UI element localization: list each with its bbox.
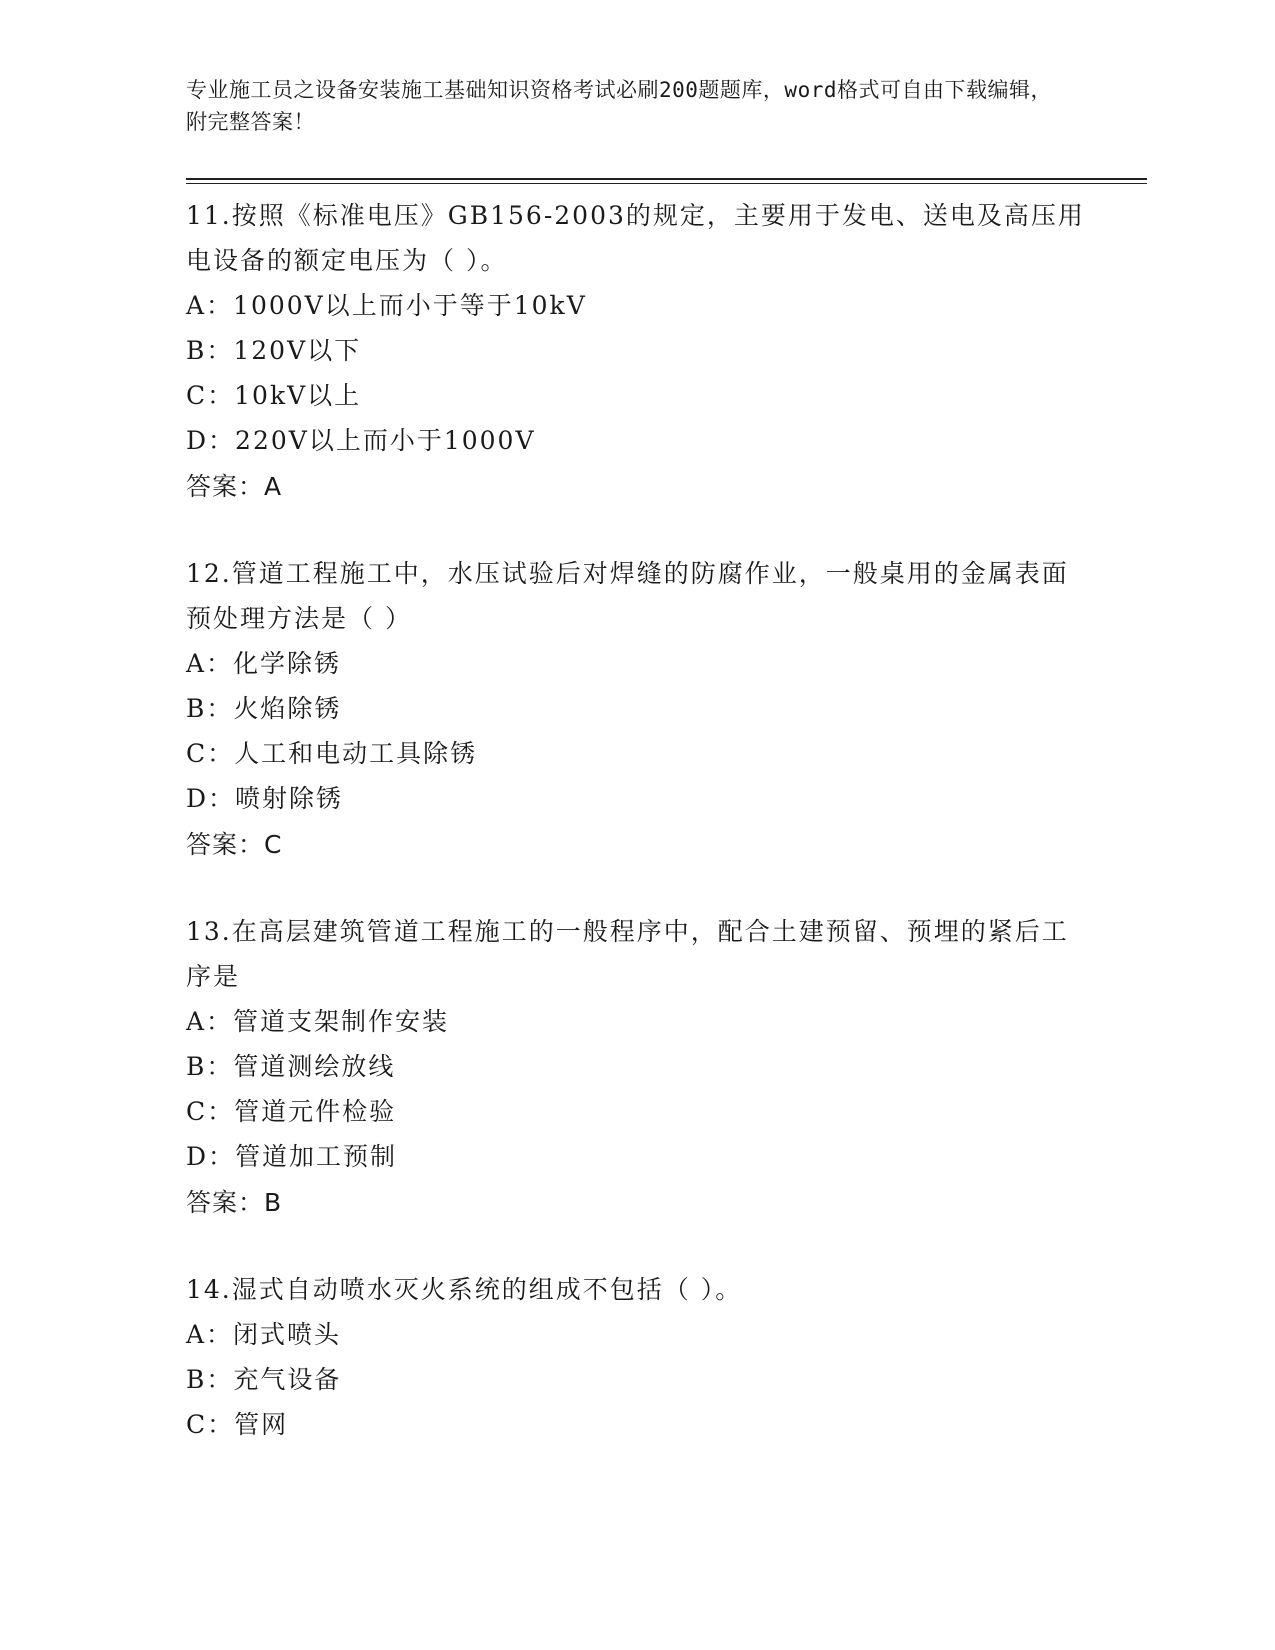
question-13 [186, 909, 1086, 1227]
question-14 [186, 1267, 1086, 1447]
option-c: C：管道元件检验 [186, 1097, 397, 1126]
option-a: A：闭式喷头 [186, 1320, 342, 1349]
question-12 [186, 551, 1086, 869]
question-text: 12.管道工程施工中，水压试验后对焊缝的防腐作业，一般桌用的金属表面预处理方法是（ ） [186, 559, 1069, 633]
question-text: 13.在高层建筑管道工程施工的一般程序中，配合土建预留、预埋的紧后工序是 [186, 917, 1069, 991]
header-divider-thin [186, 183, 1147, 184]
option-a: A：管道支架制作安装 [186, 1007, 450, 1036]
option-d: D：220V以上而小于1000V [186, 426, 536, 455]
question-list [186, 193, 1086, 1487]
option-b: B：120V以下 [186, 336, 362, 365]
option-d: D：喷射除锈 [186, 784, 344, 813]
answer: 答案：C [186, 830, 283, 859]
option-c: C：人工和电动工具除锈 [186, 739, 478, 768]
question-text: 14.湿式自动喷水灭火系统的组成不包括（ ）。 [186, 1275, 743, 1304]
option-a: A：化学除锈 [186, 649, 342, 678]
answer: 答案：B [186, 1188, 283, 1217]
option-b: B：火焰除锈 [186, 694, 342, 723]
option-b: B：充气设备 [186, 1365, 342, 1394]
question-11 [186, 193, 1086, 511]
option-b: B：管道测绘放线 [186, 1052, 396, 1081]
header-divider-thick [186, 178, 1147, 180]
question-text: 11.按照《标准电压》GB156-2003的规定，主要用于发电、送电及高压用电设备的额定电压为（ ）。 [186, 201, 1085, 275]
option-a: A：1000V以上而小于等于10kV [186, 291, 587, 320]
option-c: C：管网 [186, 1410, 289, 1439]
option-c: C：10kV以上 [186, 381, 362, 410]
answer: 答案：A [186, 472, 283, 501]
document-header: 专业施工员之设备安装施工基础知识资格考试必刷200题题库，word格式可自由下载编辑，附完整答案！ [186, 78, 1052, 134]
option-d: D：管道加工预制 [186, 1142, 398, 1171]
